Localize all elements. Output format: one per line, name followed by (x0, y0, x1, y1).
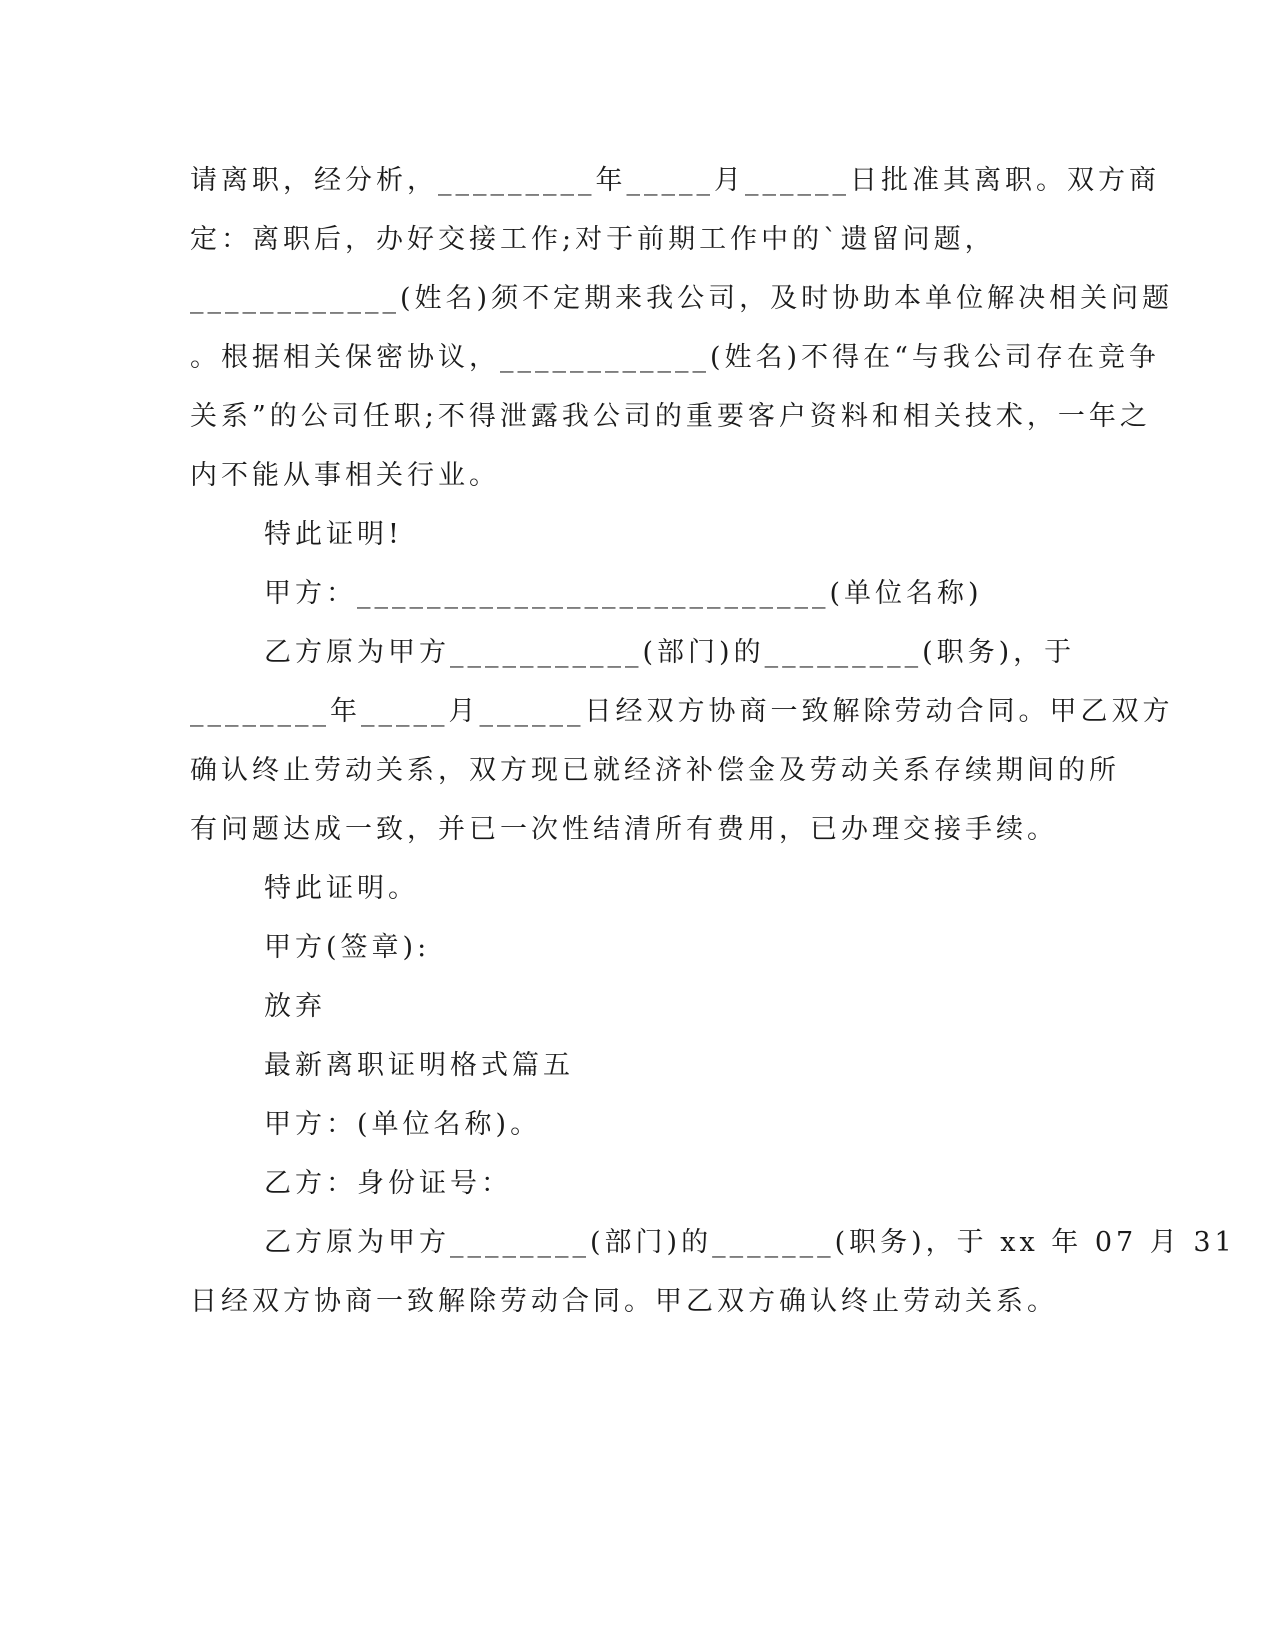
party-a-signature: 甲方(签章): (264, 932, 431, 963)
body-line-4: 。根据相关保密协议，____________(姓名)不得在“与我公司存在竞争 (190, 342, 1160, 373)
party-a-line: 甲方：___________________________(单位名称) (264, 578, 983, 609)
party-b-id: 乙方：身份证号： (264, 1168, 512, 1199)
body-line-20: 日经双方协商一致解除劳动合同。甲乙双方确认终止劳动关系。 (190, 1286, 1058, 1317)
party-a-unit: 甲方：(单位名称)。 (264, 1109, 542, 1140)
closing-statement: 特此证明! (264, 519, 403, 550)
body-line-10: ________年_____月______日经双方协商一致解除劳动合同。甲乙双方 (190, 696, 1174, 727)
closing-statement-2: 特此证明。 (264, 873, 419, 904)
body-line-12: 有问题达成一致，并已一次性结清所有费用，已办理交接手续。 (190, 814, 1058, 845)
section-heading: 最新离职证明格式篇五 (264, 1050, 574, 1081)
body-line-6: 内不能从事相关行业。 (190, 460, 500, 491)
body-line-19: 乙方原为甲方________(部门)的_______(职务)，于 xx 年 07 月 31 (264, 1227, 1236, 1258)
body-line-2: 定：离职后，办好交接工作;对于前期工作中的`遗留问题， (190, 224, 996, 255)
body-line-15: 放弃 (264, 991, 326, 1022)
body-line-11: 确认终止劳动关系，双方现已就经济补偿金及劳动关系存续期间的所 (190, 755, 1120, 786)
body-line-9: 乙方原为甲方___________(部门)的_________(职务)，于 (264, 637, 1076, 668)
body-line-1: 请离职，经分析，_________年_____月______日批准其离职。双方商 (190, 165, 1160, 196)
body-line-5: 关系”的公司任职;不得泄露我公司的重要客户资料和相关技术，一年之 (190, 401, 1151, 432)
body-line-3: ____________(姓名)须不定期来我公司，及时协助本单位解决相关问题 (190, 283, 1174, 314)
